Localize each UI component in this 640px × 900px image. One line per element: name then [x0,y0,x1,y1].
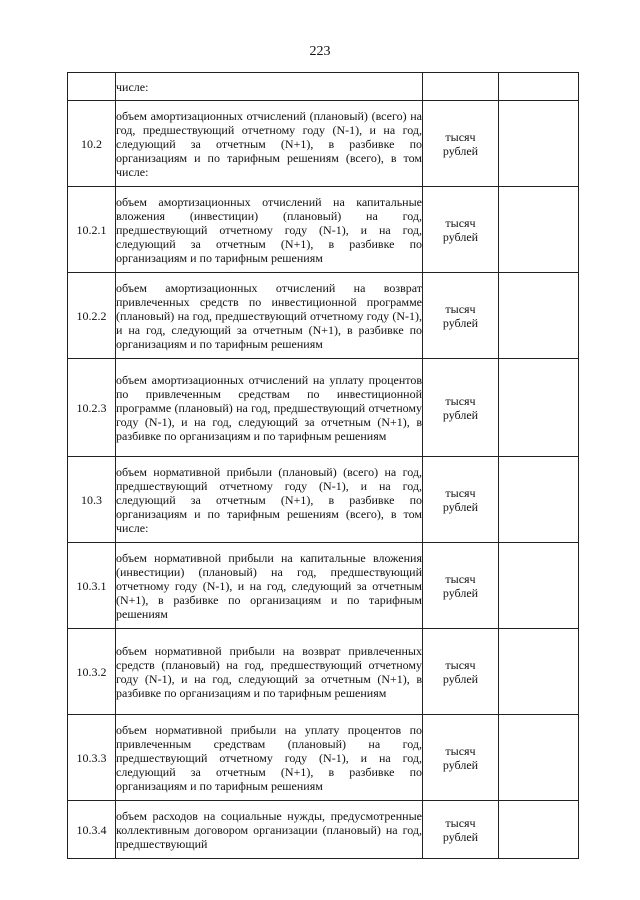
row-description: объем расходов на социальные нужды, предусмотренные коллективным договором организации (плановый) на год, предшествующий [116,801,423,859]
unit-line-2: рублей [442,229,479,244]
unit-cell [423,73,499,101]
row-number: 10.3.4 [68,801,116,859]
value-cell [499,543,579,629]
value-cell [499,359,579,457]
unit-cell [423,101,499,187]
value-cell [499,73,579,101]
table-body [68,73,579,859]
row-number: 10.3.3 [68,715,116,801]
unit-line-2: рублей [442,407,479,422]
table-row [68,801,579,859]
unit-line-1: тысяч [445,393,476,408]
unit-cell [423,715,499,801]
row-number: 10.3 [68,457,116,543]
unit-line-1: тысяч [445,743,476,758]
row-description: объем амортизационных отчислений (плановый) (всего) на год, предшествующий отчетному году (N-1), и на год, следующий за отчетным (N+1), в разбивке по организациям и по тарифным решениям (всего), в том числе: [116,101,423,187]
value-cell [499,801,579,859]
value-cell [499,457,579,543]
row-description: объем нормативной прибыли на уплату процентов по привлеченным средствам (плановый) на год, предшествующий отчетному году (N-1), и на год, следующий за отчетным (N+1), в разбивке по организациям и по тарифным решениям [116,715,423,801]
table-row [68,73,579,101]
table-row [68,101,579,187]
table-row [68,187,579,273]
unit-cell [423,273,499,359]
value-cell [499,715,579,801]
unit-line-2: рублей [442,585,479,600]
table-row [68,715,579,801]
unit-cell [423,187,499,273]
unit-line-1: тысяч [445,657,476,672]
row-number: 10.2 [68,101,116,187]
unit-line-2: рублей [442,829,479,844]
row-number: 10.2.2 [68,273,116,359]
unit-line-2: рублей [442,143,479,158]
row-number: 10.2.1 [68,187,116,273]
unit-line-2: рублей [442,671,479,686]
unit-cell [423,801,499,859]
row-description: числе: [116,73,423,101]
row-description: объем амортизационных отчислений на уплату процентов по привлеченным средствам по инвестиционной программе (плановый) на год, предшествующий отчетному году (N-1), и на год, следующий за отчетным (N+1), в разбивке по организациям и по тарифным решениям [116,359,423,457]
unit-line-1: тысяч [445,815,476,830]
unit-line-1: тысяч [445,485,476,500]
unit-line-1: тысяч [445,301,476,316]
row-description: объем нормативной прибыли на возврат привлеченных средств (плановый) на год, предшествующий отчетному году (N-1), и на год, следующий за отчетным (N+1), в разбивке по организациям и по тарифным решениям [116,629,423,715]
unit-cell [423,629,499,715]
unit-cell [423,359,499,457]
row-number: 10.2.3 [68,359,116,457]
value-cell [499,187,579,273]
unit-line-1: тысяч [445,215,476,230]
unit-cell [423,457,499,543]
table-row [68,457,579,543]
unit-line-2: рублей [442,757,479,772]
unit-line-1: тысяч [445,129,476,144]
value-cell [499,101,579,187]
indicators-table [67,72,579,859]
unit-line-2: рублей [442,499,479,514]
row-description: объем нормативной прибыли (плановый) (всего) на год, предшествующий отчетному году (N-1), и на год, следующий за отчетным (N+1), в разбивке по организациям и по тарифным решениям (всего), в том числе: [116,457,423,543]
value-cell [499,273,579,359]
table-row [68,629,579,715]
unit-line-1: тысяч [445,571,476,586]
page-number: 223 [309,44,331,59]
value-cell [499,629,579,715]
table-row [68,273,579,359]
row-description: объем амортизационных отчислений на капитальные вложения (инвестиции) (плановый) на год, предшествующий отчетному году (N-1), и на год, следующий за отчетным (N+1), в разбивке по организациям и по тарифным решениям [116,187,423,273]
row-number: 10.3.1 [68,543,116,629]
row-number: 10.3.2 [68,629,116,715]
unit-cell [423,543,499,629]
table-row [68,543,579,629]
unit-line-2: рублей [442,315,479,330]
row-description: объем нормативной прибыли на капитальные вложения (инвестиции) (плановый) на год, предшествующий отчетному году (N-1), и на год, следующий за отчетным (N+1), в разбивке по организациям и по тарифным решениям [116,543,423,629]
row-number [68,73,116,101]
table-row [68,359,579,457]
row-description: объем амортизационных отчислений на возврат привлеченных средств по инвестиционной программе (плановый) на год, предшествующий отчетному году (N-1), и на год, следующий за отчетным (N+1), в разбивке по организациям и по тарифным решениям [116,273,423,359]
